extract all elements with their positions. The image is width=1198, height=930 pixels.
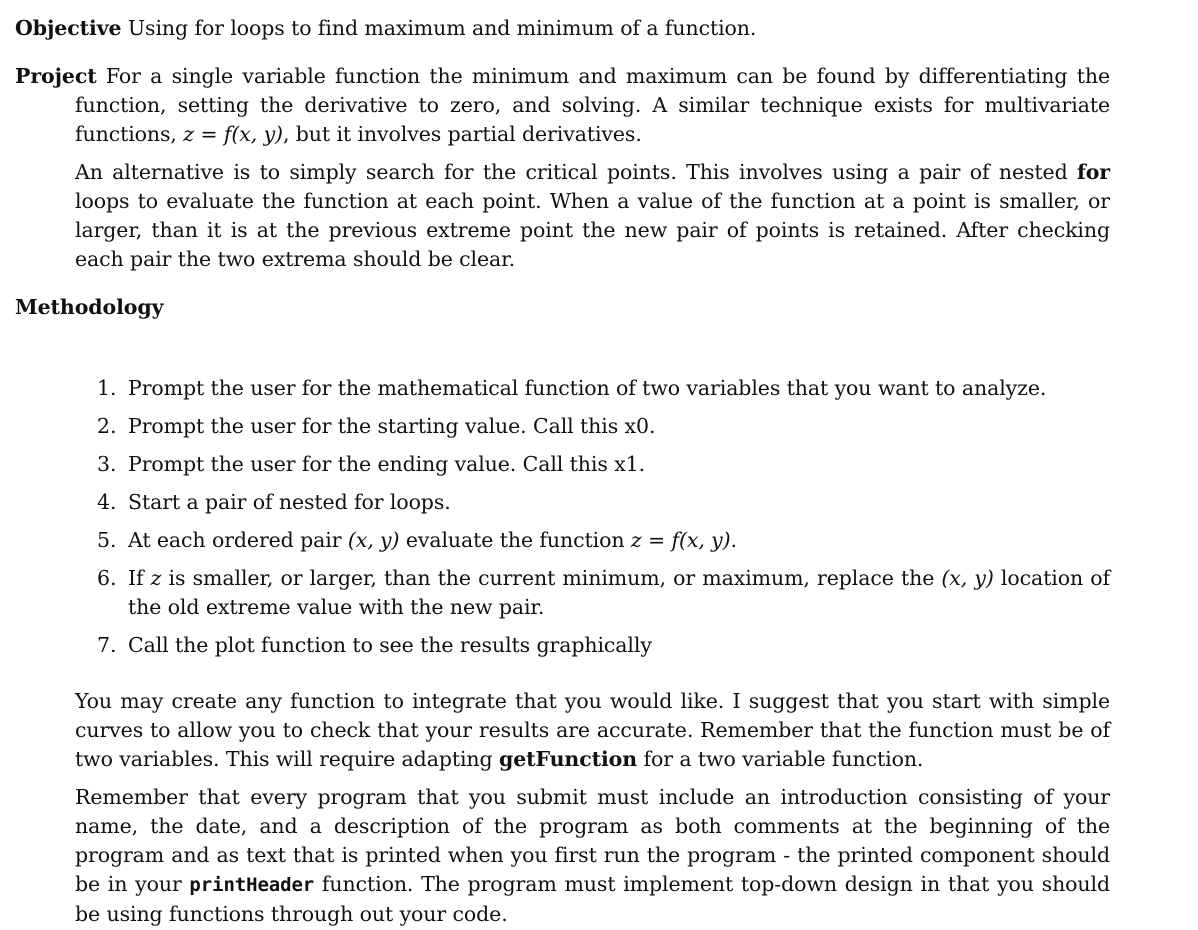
project-body (15, 62, 1110, 149)
step-text: Prompt the user for the mathematical function of two variables that you want to analyze. (128, 376, 1047, 400)
step-text-a: At each ordered pair (128, 528, 348, 552)
step-item (97, 412, 1110, 441)
integrate-text-b: for a two variable function. (637, 747, 924, 771)
step-item (97, 564, 1110, 622)
step-item (97, 631, 1110, 660)
step-number: 1. (97, 376, 117, 400)
step-number: 2. (97, 414, 117, 438)
integrate-paragraph (75, 687, 1110, 774)
step-item (97, 374, 1110, 403)
step-item (97, 450, 1110, 479)
integrate-text-a: You may create any function to integrate that you would like. I suggest that you start with simple curves to allow you to check that your results are accurate. Remember that the function must be of two variables. This will require adapting (75, 689, 1110, 771)
step-math-function: z = f(x, y) (630, 528, 731, 552)
step-text-a: If (128, 566, 151, 590)
alternative-paragraph (75, 158, 1110, 274)
remember-code-printheader: printHeader (189, 874, 315, 896)
step-text-c: . (730, 528, 737, 552)
step-number: 5. (97, 528, 117, 552)
integrate-bold-getfunction: getFunction (498, 747, 638, 771)
step-text: Prompt the user for the starting value. Call this x0. (128, 414, 656, 438)
objective-label: Objective (15, 16, 122, 40)
remember-paragraph (75, 783, 1110, 929)
step-math-z: z (150, 566, 162, 590)
step-math-pair: (x, y) (347, 528, 400, 552)
step-text: Call the plot function to see the results graphically (128, 633, 652, 657)
methodology-steps (97, 374, 1110, 669)
project-label: Project (15, 64, 97, 88)
step-number: 3. (97, 452, 117, 476)
step-number: 6. (97, 566, 117, 590)
step-math-pair: (x, y) (941, 566, 994, 590)
step-text: Start a pair of nested for loops. (128, 490, 451, 514)
project-text-a: For a single variable function the minimum and maximum can be found by differentiating the function, setting the derivative to zero, and solving. A similar technique exists for multivariate functions, (75, 64, 1110, 146)
alt-text-a: An alternative is to simply search for the critical points. This involves using a pair of nested (75, 160, 1077, 184)
step-text-b: evaluate the function (399, 528, 631, 552)
objective-text: Using for loops to find maximum and minimum of a function. (127, 16, 757, 40)
step-text: Prompt the user for the ending value. Call this x1. (128, 452, 646, 476)
remember-text-b: function. The program must implement top-down design in that you should be using functions through out your code. (75, 872, 1111, 926)
objective-paragraph (15, 14, 1115, 43)
project-paragraph (15, 62, 1110, 149)
project-math-function: z = f(x, y) (183, 122, 283, 146)
alt-bold-for: for (1077, 160, 1110, 184)
step-number: 4. (97, 490, 117, 514)
project-text-b: , but it involves partial derivatives. (282, 122, 642, 146)
step-item (97, 526, 1110, 555)
step-text-c: location of the old extreme value with the new pair. (128, 566, 1110, 619)
step-number: 7. (97, 633, 117, 657)
alt-text-b: loops to evaluate the function at each point. When a value of the function at a point is smaller, or larger, than it is at the previous extreme point the new pair of points is retained. After checking each pair the two extrema should be clear. (75, 189, 1110, 271)
methodology-heading: Methodology (15, 295, 164, 319)
remember-text-a: Remember that every program that you submit must include an introduction consisting of your name, the date, and a description of the program as both comments at the beginning of the program and as text that is printed when you first run the program - the printed component should be in your (75, 785, 1110, 896)
step-item (97, 488, 1110, 517)
step-text-b: is smaller, or larger, than the current minimum, or maximum, replace the (161, 566, 942, 590)
